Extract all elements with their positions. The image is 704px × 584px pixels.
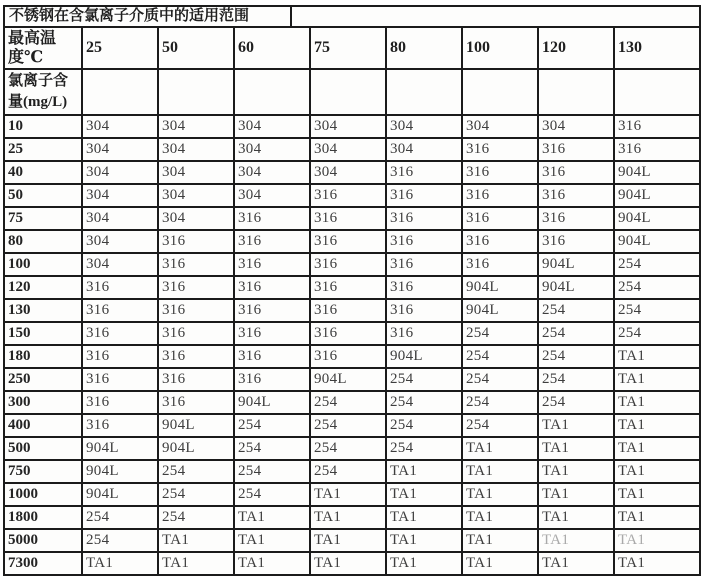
temp-corner-line1: 最高温 [8,30,57,47]
table-row [5,460,699,483]
table-row [5,161,699,184]
grade-cell: 904L [310,368,386,391]
grade-cell: 316 [386,299,462,322]
grade-cell: TA1 [614,414,699,437]
grade-cell: 304 [234,115,310,138]
grade-cell: TA1 [462,529,538,552]
table-row [5,207,699,230]
grade-cell: 304 [234,184,310,207]
grade-cell: 254 [158,506,234,529]
grade-cell: 304 [158,115,234,138]
chloride-row-header: 40 [5,161,82,184]
grade-cell: 904L [158,437,234,460]
grade-cell: 316 [82,345,158,368]
grade-cell: TA1 [614,345,699,368]
grade-cell: 254 [538,368,614,391]
grade-cell: 904L [538,253,614,276]
grade-cell: 254 [234,483,310,506]
grade-cell: 254 [158,460,234,483]
empty-cell [462,69,538,115]
grade-cell: 316 [82,299,158,322]
grade-cell: 316 [310,345,386,368]
grade-cell: TA1 [538,414,614,437]
chloride-row-header: 25 [5,138,82,161]
chloride-row-header: 5000 [5,529,82,552]
grade-cell: TA1 [386,529,462,552]
grade-cell: TA1 [234,529,310,552]
grade-cell: TA1 [158,552,234,574]
grade-cell: 316 [386,276,462,299]
grade-cell: 904L [386,345,462,368]
grade-cell: 904L [538,276,614,299]
grade-cell: TA1 [462,506,538,529]
grade-cell: 316 [310,230,386,253]
grade-cell: 254 [538,391,614,414]
temperature-column-header: 60 [234,28,310,69]
grade-cell: 316 [538,138,614,161]
grade-cell: TA1 [614,506,699,529]
chloride-label-line2: 量(mg/L) [8,94,68,110]
grade-cell: 316 [310,184,386,207]
chloride-row-header: 150 [5,322,82,345]
temp-corner-header [5,28,82,69]
grade-cell: TA1 [538,529,614,552]
grade-cell: 304 [234,161,310,184]
chloride-row-header: 130 [5,299,82,322]
grade-cell: 254 [614,299,699,322]
grade-cell: 316 [538,230,614,253]
grade-cell: 316 [310,253,386,276]
grade-cell: 316 [82,322,158,345]
empty-cell [82,69,158,115]
grade-cell: TA1 [614,368,699,391]
temperature-column-header: 25 [82,28,158,69]
grade-cell: 254 [538,322,614,345]
table-row [5,552,699,574]
grade-cell: 316 [234,322,310,345]
grade-cell: 316 [234,207,310,230]
temp-corner-line2: 度℃ [8,49,44,66]
grade-cell: 304 [82,138,158,161]
grade-cell: 304 [158,207,234,230]
grade-cell: TA1 [386,483,462,506]
grade-cell: TA1 [538,506,614,529]
grade-cell: TA1 [310,506,386,529]
grade-cell: 316 [158,322,234,345]
grade-cell: 304 [538,115,614,138]
grade-cell: TA1 [538,437,614,460]
grade-cell: 904L [82,460,158,483]
grade-cell: 254 [386,391,462,414]
grade-cell: 316 [234,276,310,299]
grade-cell: 316 [82,368,158,391]
grade-cell: 316 [462,253,538,276]
grade-cell: TA1 [386,460,462,483]
grade-cell: 904L [614,184,699,207]
grade-cell: 904L [234,391,310,414]
grade-cell: 316 [158,230,234,253]
chloride-row-header: 7300 [5,552,82,574]
grade-cell: TA1 [234,506,310,529]
grade-cell: 904L [158,414,234,437]
grade-cell: 254 [462,345,538,368]
empty-cell [614,69,699,115]
grade-cell: 904L [614,230,699,253]
grade-cell: 304 [82,161,158,184]
grade-cell: 316 [462,207,538,230]
grade-cell: 316 [386,184,462,207]
table-row [5,253,699,276]
grade-cell: 316 [158,391,234,414]
table-row [5,345,699,368]
grade-cell: TA1 [538,483,614,506]
table-row [5,391,699,414]
table-row [5,230,699,253]
grade-cell: 904L [82,483,158,506]
grade-cell: TA1 [614,483,699,506]
grade-cell: 254 [462,414,538,437]
grade-cell: 304 [158,138,234,161]
grade-cell: 254 [310,460,386,483]
chloride-row-header: 100 [5,253,82,276]
grade-cell: 904L [462,299,538,322]
grade-cell: 904L [614,161,699,184]
temperature-column-header: 80 [386,28,462,69]
grade-cell: 254 [538,345,614,368]
grade-cell: TA1 [614,391,699,414]
grade-cell: 316 [234,345,310,368]
empty-cell [386,69,462,115]
grade-cell: 316 [386,207,462,230]
grade-cell: 316 [310,322,386,345]
grade-cell: TA1 [310,552,386,574]
grade-cell: 316 [462,184,538,207]
grade-cell: 254 [386,414,462,437]
chloride-row-header: 750 [5,460,82,483]
table-row [5,506,699,529]
chloride-header-row [5,69,699,115]
grade-cell: 316 [158,368,234,391]
chloride-row-header: 300 [5,391,82,414]
grade-cell: 316 [386,161,462,184]
grade-cell: TA1 [310,529,386,552]
chloride-axis-label [5,69,82,115]
grade-cell: TA1 [386,506,462,529]
empty-cell [538,69,614,115]
table-title-row [5,7,699,28]
grade-cell: 316 [158,345,234,368]
grade-cell: 304 [82,115,158,138]
grade-cell: TA1 [538,552,614,574]
grade-cell: 254 [310,391,386,414]
table-row [5,437,699,460]
table-row [5,115,699,138]
chloride-row-header: 120 [5,276,82,299]
grade-cell: TA1 [462,483,538,506]
grade-cell: 316 [538,207,614,230]
grade-cell: 904L [462,276,538,299]
grade-cell: 316 [82,391,158,414]
grade-cell: 304 [158,161,234,184]
grade-cell: 304 [310,161,386,184]
grade-cell: 316 [234,299,310,322]
chloride-row-header: 250 [5,368,82,391]
table-row [5,368,699,391]
grade-cell: 304 [82,230,158,253]
chloride-row-header: 50 [5,184,82,207]
grade-cell: TA1 [614,529,699,552]
grade-cell: 254 [158,483,234,506]
empty-cell [234,69,310,115]
grade-cell: 304 [234,138,310,161]
chloride-row-header: 10 [5,115,82,138]
grade-cell: 316 [82,414,158,437]
grade-cell: 316 [310,299,386,322]
chloride-row-header: 75 [5,207,82,230]
grade-cell: 304 [386,115,462,138]
grade-cell: 254 [234,460,310,483]
grade-cell: 316 [234,368,310,391]
table-row [5,184,699,207]
grade-cell: 254 [82,506,158,529]
grade-cell: TA1 [538,460,614,483]
grade-cell: 304 [82,184,158,207]
grade-cell: 304 [82,207,158,230]
temperature-column-header: 75 [310,28,386,69]
grade-cell: 254 [462,322,538,345]
grade-cell: TA1 [158,529,234,552]
grade-cell: TA1 [614,460,699,483]
grade-cell: TA1 [614,437,699,460]
grade-cell: 316 [538,161,614,184]
title-empty-cell [292,7,699,26]
grade-cell: TA1 [310,483,386,506]
grade-cell: TA1 [462,437,538,460]
temp-header-row [5,28,699,69]
table-row [5,322,699,345]
grade-cell: 316 [82,276,158,299]
temperature-column-header: 120 [538,28,614,69]
table-row [5,138,699,161]
chloride-row-header: 400 [5,414,82,437]
grade-cell: 316 [386,230,462,253]
chloride-row-header: 80 [5,230,82,253]
grade-cell: 254 [386,368,462,391]
grade-cell: 254 [310,414,386,437]
grade-cell: 304 [310,138,386,161]
grade-cell: 304 [462,115,538,138]
grade-cell: 254 [82,529,158,552]
grade-cell: 316 [538,184,614,207]
grade-cell: TA1 [82,552,158,574]
grade-cell: 316 [234,253,310,276]
temperature-column-header: 50 [158,28,234,69]
grade-cell: 316 [386,253,462,276]
grade-cell: 904L [614,207,699,230]
grade-cell: 254 [234,414,310,437]
grade-cell: TA1 [386,552,462,574]
grade-cell: 316 [614,115,699,138]
grade-cell: 254 [614,253,699,276]
grade-cell: 904L [82,437,158,460]
grade-cell: 254 [614,322,699,345]
grade-cell: 316 [310,207,386,230]
grade-cell: 304 [310,115,386,138]
chloride-row-header: 1800 [5,506,82,529]
empty-cell [310,69,386,115]
grade-cell: 254 [462,368,538,391]
grade-cell: 316 [158,276,234,299]
grade-cell: 316 [158,299,234,322]
grade-cell: 316 [614,138,699,161]
grade-cell: 316 [462,161,538,184]
empty-cell [158,69,234,115]
table-row [5,299,699,322]
table-row [5,483,699,506]
grade-cell: TA1 [614,552,699,574]
table-row [5,529,699,552]
grade-cell: 254 [234,437,310,460]
grade-cell: 316 [462,138,538,161]
grade-cell: 254 [462,391,538,414]
chloride-row-header: 1000 [5,483,82,506]
grade-cell: 316 [158,253,234,276]
grade-cell: 254 [614,276,699,299]
grade-cell: TA1 [234,552,310,574]
table-row [5,276,699,299]
grade-cell: 316 [310,276,386,299]
grade-cell: TA1 [462,460,538,483]
temperature-column-header: 100 [462,28,538,69]
grade-cell: 316 [386,322,462,345]
grade-cell: 304 [386,138,462,161]
steel-chloride-table [3,5,701,576]
chloride-row-header: 180 [5,345,82,368]
data-table [5,28,699,574]
grade-cell: 304 [82,253,158,276]
grade-cell: 254 [538,299,614,322]
grade-cell: 316 [462,230,538,253]
grade-cell: 254 [310,437,386,460]
chloride-row-header: 500 [5,437,82,460]
table-row [5,414,699,437]
grade-cell: 254 [386,437,462,460]
temperature-column-header: 130 [614,28,699,69]
chloride-label-line1: 氯离子含 [8,73,69,89]
table-title: 不锈钢在含氯离子介质中的适用范围 [5,7,292,26]
grade-cell: TA1 [462,552,538,574]
grade-cell: 316 [234,230,310,253]
grade-cell: 304 [158,184,234,207]
